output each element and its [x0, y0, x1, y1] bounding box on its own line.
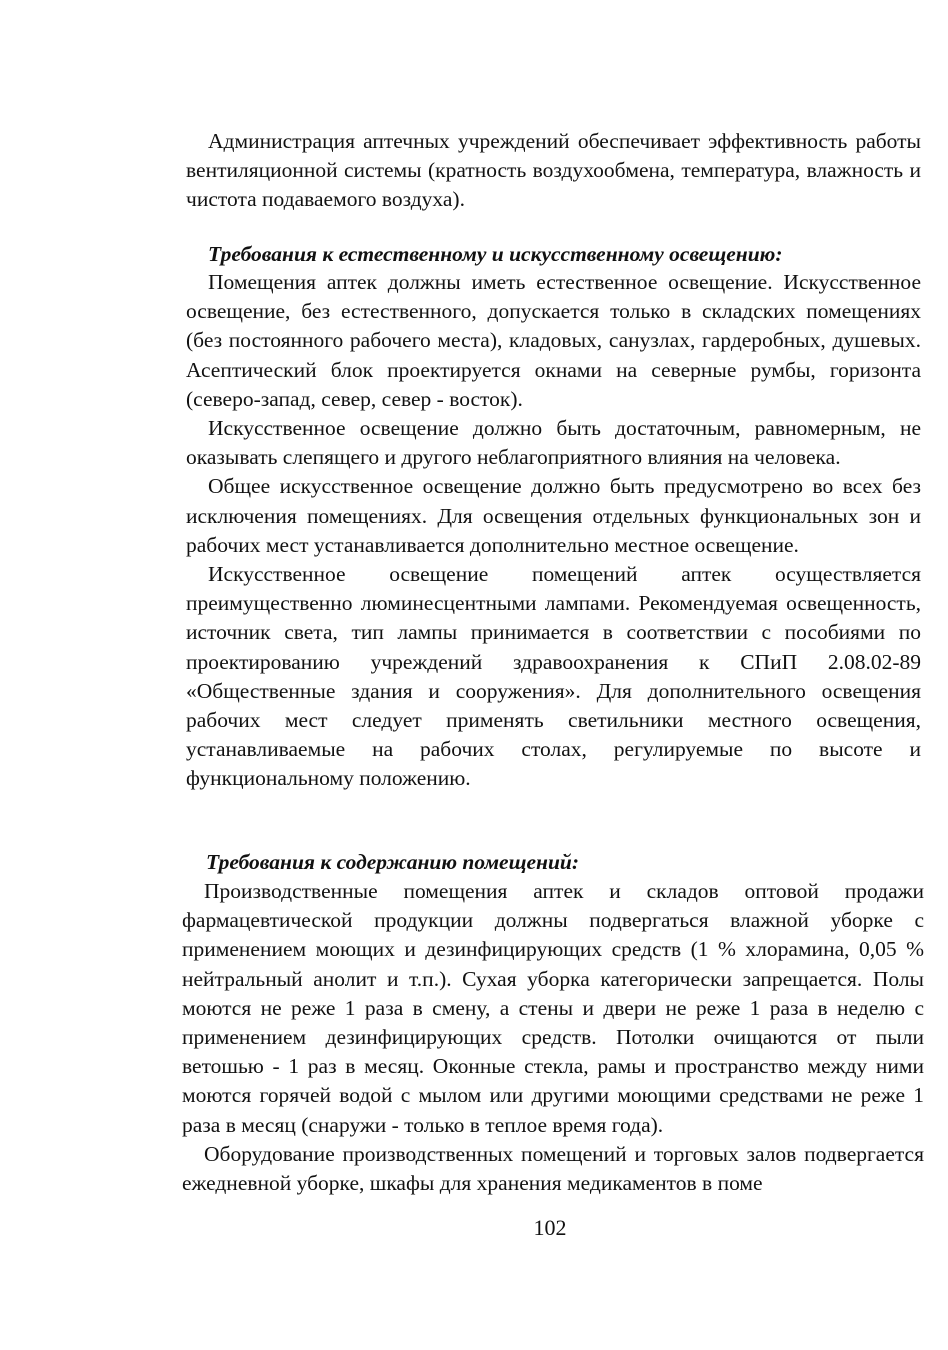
section1-paragraph-3: Общее искусственное освещение должно быть предусмотрено во всех без исключения помещениях. Для освещения отдельных функциональных зон и рабочих мест устанавливается дополнительно местное освещение. — [186, 474, 921, 557]
section2-paragraph-2: Оборудование производственных помещений и торговых залов подвергается ежедневной уборке, шкафы для хранения медикаментов в поме — [182, 1141, 924, 1196]
section1-paragraph-4: Искусственное освещение помещений аптек осуществляется преимущественно люминесцентными лампами. Рекомендуемая освещенность, источник света, тип лампы принимается в соответствии с пособиями по проектированию учреждений здравоохранения к СПиП 2.08.02-89 «Общественные здания и сооружения». Для дополнительного освещения рабочих мест следует применять светильники местного освещения, устанавливаемые на рабочих столах, регулируемые по высоте и функциональному положению. — [186, 562, 921, 791]
section1-heading: Требования к естественному и искусственному освещению: — [208, 242, 783, 266]
intro-block — [186, 127, 921, 215]
page-number: 102 — [533, 1215, 567, 1240]
section2-body — [182, 877, 924, 1198]
section1-body — [186, 268, 921, 794]
section2-paragraph-1: Производственные помещения аптек и складов оптовой продажи фармацевтической продукции должны подвергаться влажной уборке с применением моющих и дезинфицирующих средств (1 % хлорамина, 0,05 % нейтральный анолит и т.п.). Сухая уборка категорически запрещается. Полы моются не реже 1 раза в смену, а стены и двери не реже 1 раза в неделю с применением дезинфицирующих средств. Потолки очищаются от пыли ветошью - 1 раз в месяц. Оконные стекла, рамы и пространство между ними моются горячей водой с мылом или другими моющими средствами не реже 1 раза в месяц (снаружи - только в теплое время года). — [182, 879, 924, 1137]
intro-paragraph: Администрация аптечных учреждений обеспечивает эффективность работы вентиляционной системы (кратность воздухообмена, температура, влажность и чистота подаваемого воздуха). — [186, 129, 921, 212]
section1-paragraph-2: Искусственное освещение должно быть достаточным, равномерным, не оказывать слепящего и другого неблагоприятного влияния на человека. — [186, 416, 921, 470]
section1-paragraph-1: Помещения аптек должны иметь естественное освещение. Искусственное освещение, без естественного, допускается только в складских помещениях (без постоянного рабочего места), кладовых, санузлах, гардеробных, душевых. Асептический блок проектируется окнами на северные румбы, горизонта (северо-запад, север, север - восток). — [186, 270, 921, 411]
section2-heading: Требования к содержанию помещений: — [206, 850, 580, 874]
